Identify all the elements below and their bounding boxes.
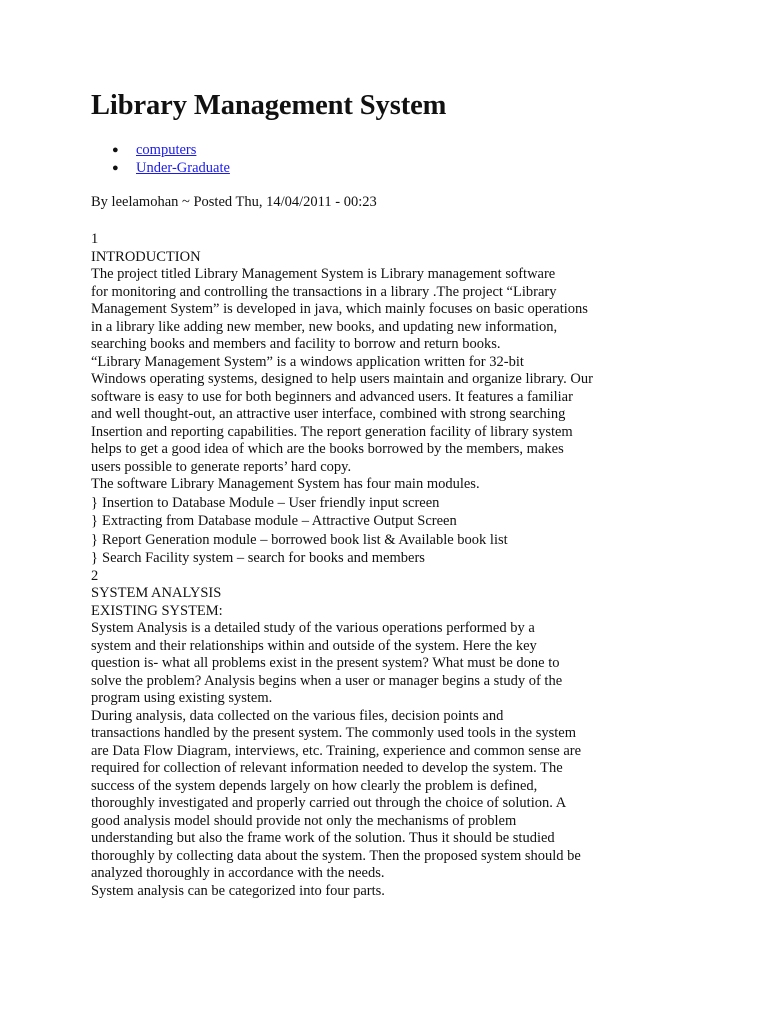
body-text-line [91,848,593,866]
body-text-line [91,231,593,249]
body-text-line [91,760,593,778]
body-text-line [91,459,593,477]
body-text-line [91,865,593,883]
tag-item-under-graduate [112,159,230,177]
body-text-line [91,813,593,831]
body-text-line [91,284,593,302]
article-body [91,231,593,900]
byline: By leelamohan ~ Posted Thu, 14/04/2011 - 00:23 [91,194,377,210]
line-text: Insertion to Database Module – User friendly input screen [102,494,440,511]
line-text: question is- what all problems exist in the present system? What must be done to [91,655,560,671]
body-text-line [91,266,593,284]
brace-bullet-icon: } [91,513,98,529]
line-text: Management System” is developed in java, which mainly focuses on basic operations [91,301,588,317]
body-text-line [91,743,593,761]
line-text: The project titled Library Management System is Library management software [91,266,556,282]
body-text-line [91,830,593,848]
line-text: searching books and members and facility to borrow and return books. [91,336,501,352]
tag-list [91,141,230,178]
body-text-line [91,336,593,354]
body-text-line [91,725,593,743]
body-text-line [91,249,593,267]
line-text: transactions handled by the present system. The commonly used tools in the system [91,725,576,741]
body-text-line [91,620,593,638]
line-text: understanding but also the frame work of the solution. Thus it should be studied [91,830,555,846]
module-list-item [91,549,593,568]
line-text: During analysis, data collected on the various files, decision points and [91,707,504,724]
body-text-line [91,778,593,796]
line-text: software is easy to use for both beginners and advanced users. It features a familiar [91,388,573,405]
line-text: The software Library Management System has four main modules. [91,476,480,492]
line-text: System Analysis is a detailed study of the various operations performed by a [91,620,535,636]
line-text: good analysis model should provide not only the mechanisms of problem [91,812,517,829]
module-list-item [91,531,593,550]
line-text: thoroughly investigated and properly carried out through the choice of solution. A [91,795,567,811]
line-text: system and their relationships within and outside of the system. Here the key [91,637,537,654]
line-text: success of the system depends largely on how clearly the problem is defined, [91,777,538,794]
line-text: for monitoring and controlling the transactions in a library .The project “Library [91,283,557,300]
body-text-line [91,883,593,901]
line-text: System analysis can be categorized into four parts. [91,882,385,899]
body-text-line [91,371,593,389]
body-text-line [91,708,593,726]
line-text: Insertion and reporting capabilities. The report generation facility of library system [91,423,573,440]
line-text: EXISTING SYSTEM: [91,602,223,619]
line-text: thoroughly by collecting data about the system. Then the proposed system should be [91,847,581,864]
body-text-line [91,795,593,813]
line-text: helps to get a good idea of which are the books borrowed by the members, makes [91,441,564,457]
line-text: 1 [91,231,99,247]
body-text-line [91,476,593,494]
brace-bullet-icon: } [91,494,98,511]
body-text-line [91,638,593,656]
line-text: SYSTEM ANALYSIS [91,585,222,601]
line-text: INTRODUCTION [91,248,201,265]
line-text: in a library like adding new member, new books, and updating new information, [91,318,558,335]
line-text: users possible to generate reports’ hard copy. [91,458,352,475]
line-text: analyzed thoroughly in accordance with the needs. [91,865,385,881]
body-text-line [91,354,593,372]
line-text: and well thought-out, an attractive user interface, combined with strong searching [91,406,566,422]
bullet-icon: ● [112,162,119,175]
line-text: Search Facility system – search for books and members [102,550,425,566]
tag-item-computers [112,141,230,159]
line-text: required for collection of relevant information needed to develop the system. The [91,760,563,776]
line-text: 2 [91,567,99,584]
line-text: solve the problem? Analysis begins when a user or manager begins a study of the [91,672,563,689]
module-list-item [91,494,593,513]
body-text-line [91,389,593,407]
line-text: are Data Flow Diagram, interviews, etc. Training, experience and common sense are [91,742,582,759]
tag-link-under-graduate[interactable]: Under-Graduate [136,160,230,177]
body-text-line [91,585,593,603]
body-text-line [91,673,593,691]
page-title: Library Management System [91,90,447,121]
tag-link-computers[interactable]: computers [136,142,197,158]
body-text-line [91,319,593,337]
line-text: Extracting from Database module – Attractive Output Screen [102,513,457,529]
body-text-line [91,424,593,442]
body-text-line [91,568,593,586]
body-text-line [91,690,593,708]
body-text-line [91,406,593,424]
body-text-line [91,301,593,319]
line-text: “Library Management System” is a windows application written for 32-bit [91,353,524,370]
bullet-icon: ● [112,144,119,156]
body-text-line [91,441,593,459]
module-list-item [91,512,593,531]
body-text-line [91,603,593,621]
brace-bullet-icon: } [91,531,98,548]
line-text: Windows operating systems, designed to help users maintain and organize library. Our [91,371,593,387]
line-text: Report Generation module – borrowed book list & Available book list [102,531,508,548]
brace-bullet-icon: } [91,550,98,566]
line-text: program using existing system. [91,690,273,706]
body-text-line [91,655,593,673]
